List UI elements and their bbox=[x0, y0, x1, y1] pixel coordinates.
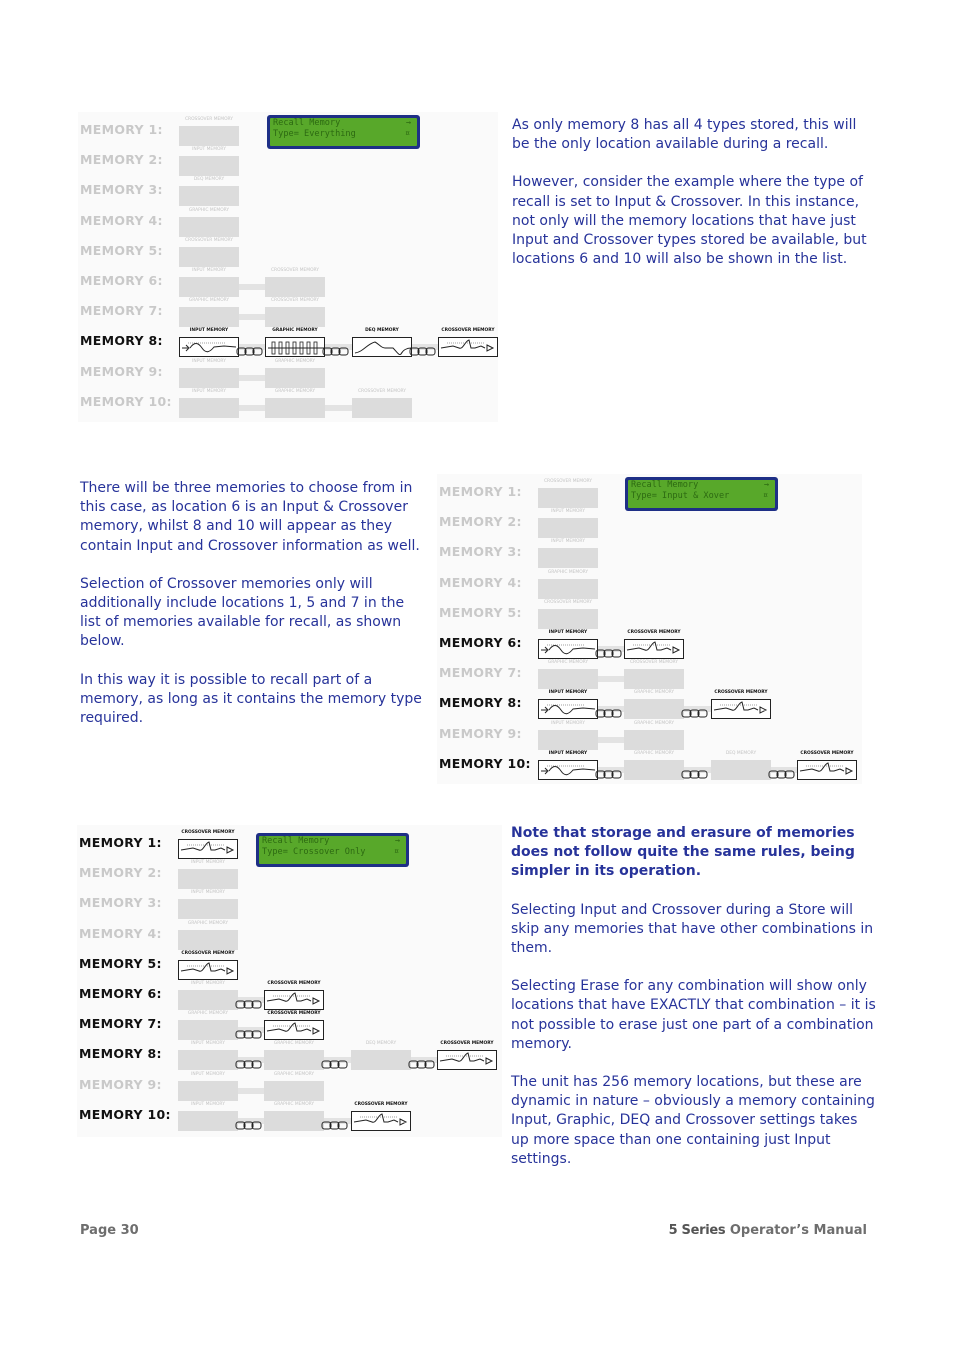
chain-link-icon bbox=[235, 1025, 265, 1033]
memory-label: MEMORY 6: bbox=[79, 986, 162, 1001]
memory-label: MEMORY 8: bbox=[80, 333, 163, 349]
memory-label: MEMORY 4: bbox=[80, 212, 163, 228]
memory-label: MEMORY 5: bbox=[80, 242, 163, 258]
memory-type-tag: CROSSOVER MEMORY bbox=[184, 117, 233, 122]
empty-memory-slot bbox=[179, 398, 239, 418]
memory-row bbox=[439, 600, 859, 630]
input-memory-icon bbox=[538, 699, 598, 719]
input-memory-icon bbox=[179, 337, 239, 357]
input-memory-icon bbox=[538, 760, 598, 780]
empty-memory-slot bbox=[538, 518, 598, 538]
empty-memory-slot bbox=[538, 730, 598, 750]
memory-row bbox=[439, 630, 859, 660]
chain-link-icon bbox=[681, 704, 711, 712]
xover-memory-icon bbox=[438, 337, 498, 357]
memory-type-tag: INPUT MEMORY bbox=[551, 539, 585, 545]
chain-link-icon bbox=[595, 644, 625, 652]
lcd-arrow-icon: → bbox=[394, 836, 400, 846]
memory-type-tag: INPUT MEMORY bbox=[191, 981, 225, 986]
empty-memory-slot bbox=[179, 156, 239, 176]
memory-type-tag: GRAPHIC MEMORY bbox=[633, 720, 675, 726]
empty-memory-slot bbox=[265, 398, 325, 418]
empty-memory-slot bbox=[624, 669, 684, 689]
chain-link-icon bbox=[409, 342, 439, 350]
chain-link-icon bbox=[235, 1055, 265, 1063]
empty-memory-slot bbox=[179, 277, 239, 297]
memory-type-tag: INPUT MEMORY bbox=[189, 328, 229, 334]
xover-memory-icon bbox=[797, 760, 857, 780]
empty-memory-slot bbox=[538, 669, 598, 689]
chain-link-icon bbox=[322, 342, 352, 350]
memory-label: MEMORY 7: bbox=[80, 303, 163, 319]
lcd-line-1: Recall Memory bbox=[631, 480, 699, 490]
brand-name: 5 Series bbox=[668, 1223, 726, 1238]
memory-type-tag: INPUT MEMORY bbox=[192, 147, 226, 153]
empty-memory-slot bbox=[178, 990, 238, 1010]
empty-memory-slot bbox=[179, 126, 239, 146]
memory-type-tag: GRAPHIC MEMORY bbox=[273, 1101, 315, 1107]
memory-row bbox=[439, 721, 859, 751]
lcd-display bbox=[625, 477, 778, 511]
chain-link-icon bbox=[681, 765, 711, 773]
memory-label: MEMORY 6: bbox=[80, 273, 163, 288]
lcd-mark-icon: ¤ bbox=[404, 129, 410, 139]
memory-row bbox=[79, 1102, 499, 1132]
empty-memory-slot bbox=[538, 579, 598, 599]
memory-row bbox=[79, 1072, 499, 1102]
memory-type-tag: CROSSOVER MEMORY bbox=[181, 830, 235, 835]
memory-row bbox=[79, 890, 499, 920]
memory-row bbox=[79, 1011, 499, 1041]
chain-link-icon bbox=[236, 342, 266, 350]
chain-link-icon bbox=[235, 1116, 265, 1124]
memory-type-tag: CROSSOVER MEMORY bbox=[543, 479, 592, 484]
note-paragraph: Note that storage and erasure of memories does not follow quite the same rules, being simpler in its operation. bbox=[511, 825, 855, 880]
empty-memory-slot bbox=[264, 1081, 324, 1101]
memory-type-tag: GRAPHIC MEMORY bbox=[633, 750, 675, 756]
memory-row bbox=[80, 389, 500, 419]
memory-type-tag: CROSSOVER MEMORY bbox=[629, 660, 678, 666]
memory-type-tag: CROSSOVER MEMORY bbox=[714, 690, 768, 696]
xover-memory-icon bbox=[711, 699, 771, 719]
paragraph: As only memory 8 has all 4 types stored, this will be the only location available during a recall. bbox=[512, 117, 857, 153]
memory-label: MEMORY 1: bbox=[79, 835, 162, 850]
memory-type-tag: DEQ MEMORY bbox=[365, 1041, 397, 1047]
chain-link-icon bbox=[595, 765, 625, 773]
memory-label: MEMORY 3: bbox=[79, 895, 162, 911]
xover-memory-icon bbox=[264, 1020, 324, 1040]
empty-memory-slot bbox=[265, 368, 325, 388]
memory-row bbox=[439, 751, 859, 781]
memory-type-tag: CROSSOVER MEMORY bbox=[440, 1041, 494, 1047]
lcd-mark-icon: ¤ bbox=[393, 847, 399, 857]
lcd-line-1: Recall Memory bbox=[273, 118, 341, 128]
empty-memory-slot bbox=[624, 760, 684, 780]
manual-title bbox=[669, 1223, 867, 1238]
memory-label: MEMORY 1: bbox=[439, 484, 522, 499]
empty-memory-slot bbox=[538, 548, 598, 568]
slot-connector bbox=[325, 405, 352, 411]
memory-type-tag: INPUT MEMORY bbox=[191, 860, 225, 866]
memory-type-tag: GRAPHIC MEMORY bbox=[187, 920, 229, 926]
memory-type-tag: DEQ MEMORY bbox=[365, 328, 399, 334]
memory-type-tag: DEQ MEMORY bbox=[725, 750, 757, 756]
empty-memory-slot bbox=[178, 1050, 238, 1070]
memory-label: MEMORY 1: bbox=[80, 122, 163, 137]
text-block-1 bbox=[512, 116, 877, 288]
lcd-line-2: Type= Everything bbox=[273, 129, 356, 139]
text-block-3 bbox=[511, 824, 876, 1188]
paragraph: In this way it is possible to recall part of a memory, as long as it contains the memory type required. bbox=[80, 671, 422, 727]
memory-type-tag: INPUT MEMORY bbox=[191, 1071, 225, 1077]
memory-label: MEMORY 6: bbox=[439, 635, 522, 650]
chain-link-icon bbox=[235, 995, 265, 1003]
memory-row bbox=[80, 268, 500, 298]
memory-type-tag: GRAPHIC MEMORY bbox=[188, 207, 230, 213]
empty-memory-slot bbox=[265, 277, 325, 297]
lcd-line-2: Type= Input & Xover bbox=[631, 491, 730, 501]
memory-type-tag: CROSSOVER MEMORY bbox=[543, 599, 592, 605]
empty-memory-slot bbox=[711, 760, 771, 780]
memory-type-tag: INPUT MEMORY bbox=[548, 750, 588, 756]
empty-memory-slot bbox=[179, 186, 239, 206]
memory-label: MEMORY 2: bbox=[80, 152, 163, 168]
xover-memory-icon bbox=[624, 639, 684, 659]
empty-memory-slot bbox=[179, 247, 239, 267]
memory-row bbox=[80, 177, 500, 207]
memory-row bbox=[439, 509, 859, 539]
memory-type-tag: GRAPHIC MEMORY bbox=[547, 660, 589, 666]
memory-type-tag: CROSSOVER MEMORY bbox=[184, 237, 233, 243]
empty-memory-slot bbox=[178, 1020, 238, 1040]
paragraph: Selecting Erase for any combination will show only locations that have EXACTLY that combination – it is not possible to erase just one part of a combination memory. bbox=[511, 978, 876, 1052]
xover-memory-icon bbox=[437, 1050, 497, 1070]
memory-type-tag: DEQ MEMORY bbox=[193, 177, 225, 183]
lcd-mark-icon: ¤ bbox=[762, 491, 768, 501]
empty-memory-slot bbox=[178, 869, 238, 889]
paragraph: However, consider the example where the type of recall is set to Input & Crossover. In this instance, not only will the memory locations that have just Input and Crossover types stored be available, but locations 6 and 10 will also be shown in the list. bbox=[512, 174, 867, 268]
memory-label: MEMORY 7: bbox=[79, 1016, 162, 1032]
memory-type-tag: GRAPHIC MEMORY bbox=[633, 690, 675, 696]
memory-label: MEMORY 9: bbox=[79, 1076, 162, 1092]
memory-type-tag: CROSSOVER MEMORY bbox=[627, 630, 681, 635]
memory-type-tag: INPUT MEMORY bbox=[551, 509, 585, 515]
memory-type-tag: GRAPHIC MEMORY bbox=[188, 298, 230, 304]
memory-type-tag: CROSSOVER MEMORY bbox=[267, 981, 321, 986]
memory-row bbox=[80, 238, 500, 268]
empty-memory-slot bbox=[178, 930, 238, 950]
slot-connector bbox=[239, 314, 265, 320]
memory-type-tag: INPUT MEMORY bbox=[191, 1041, 225, 1047]
memory-type-tag: CROSSOVER MEMORY bbox=[354, 1101, 408, 1107]
memory-type-tag: INPUT MEMORY bbox=[548, 630, 588, 635]
memory-label: MEMORY 4: bbox=[439, 574, 522, 590]
memory-label: MEMORY 9: bbox=[439, 725, 522, 741]
paragraph: Selection of Crossover memories only will additionally include locations 1, 5 and 7 in the list of memories available for recall, as shown below. bbox=[80, 575, 405, 650]
memory-label: MEMORY 3: bbox=[439, 544, 522, 560]
lcd-display bbox=[256, 833, 409, 867]
memory-label: MEMORY 3: bbox=[80, 182, 163, 198]
slot-connector bbox=[598, 676, 624, 682]
empty-memory-slot bbox=[179, 368, 239, 388]
memory-type-tag: GRAPHIC MEMORY bbox=[273, 1041, 315, 1047]
xover-memory-icon bbox=[178, 839, 238, 859]
lcd-line-1: Recall Memory bbox=[262, 836, 330, 846]
memory-type-tag: CROSSOVER MEMORY bbox=[270, 268, 319, 273]
memory-row bbox=[80, 359, 500, 389]
memory-row bbox=[79, 981, 499, 1011]
memory-row bbox=[79, 921, 499, 951]
slot-connector bbox=[239, 375, 265, 381]
memory-type-tag: INPUT MEMORY bbox=[548, 690, 588, 696]
memory-type-tag: INPUT MEMORY bbox=[551, 720, 585, 726]
empty-memory-slot bbox=[178, 1111, 238, 1131]
memory-label: MEMORY 2: bbox=[439, 514, 522, 530]
lcd-arrow-icon: → bbox=[763, 480, 769, 490]
memory-type-tag: CROSSOVER MEMORY bbox=[441, 328, 495, 334]
xover-memory-icon bbox=[351, 1111, 411, 1131]
memory-row bbox=[439, 690, 859, 720]
memory-type-tag: INPUT MEMORY bbox=[191, 890, 225, 896]
empty-memory-slot bbox=[624, 699, 684, 719]
page-number: Page 30 bbox=[80, 1223, 139, 1238]
empty-memory-slot bbox=[351, 1050, 411, 1070]
memory-label: MEMORY 8: bbox=[439, 695, 522, 711]
empty-memory-slot bbox=[624, 730, 684, 750]
xover-memory-icon bbox=[178, 960, 238, 980]
manual-name: Operator’s Manual bbox=[725, 1223, 867, 1238]
memory-row bbox=[80, 147, 500, 177]
input-memory-icon bbox=[538, 639, 598, 659]
memory-row bbox=[439, 570, 859, 600]
memory-type-tag: GRAPHIC MEMORY bbox=[272, 328, 318, 334]
memory-row bbox=[80, 208, 500, 238]
memory-type-tag: CROSSOVER MEMORY bbox=[267, 1011, 321, 1017]
memory-label: MEMORY 8: bbox=[79, 1046, 162, 1062]
empty-memory-slot bbox=[178, 1081, 238, 1101]
memory-type-tag: INPUT MEMORY bbox=[192, 358, 226, 364]
memory-row bbox=[80, 298, 500, 328]
empty-memory-slot bbox=[538, 609, 598, 629]
memory-label: MEMORY 10: bbox=[79, 1106, 171, 1122]
memory-type-tag: GRAPHIC MEMORY bbox=[274, 388, 316, 394]
memory-type-tag: INPUT MEMORY bbox=[191, 1101, 225, 1107]
slot-connector bbox=[598, 737, 624, 743]
empty-memory-slot bbox=[178, 899, 238, 919]
chain-link-icon bbox=[768, 765, 798, 773]
memory-type-tag: GRAPHIC MEMORY bbox=[187, 1011, 229, 1017]
memory-type-tag: GRAPHIC MEMORY bbox=[274, 358, 316, 364]
memory-type-tag: CROSSOVER MEMORY bbox=[181, 950, 235, 956]
memory-type-tag: CROSSOVER MEMORY bbox=[357, 388, 406, 394]
lcd-display bbox=[267, 115, 420, 149]
paragraph: There will be three memories to choose from in this case, as location 6 is an Input & Crossover memory, whilst 8 and 10 will appear as they contain Input and Crossover information as well. bbox=[80, 480, 420, 554]
graphic-memory-icon bbox=[265, 337, 325, 357]
paragraph: The unit has 256 memory locations, but these are dynamic in nature – obviously a memory containing Input, Graphic, DEQ and Crossover settings takes up more space than one containing just Input settings. bbox=[511, 1074, 875, 1167]
memory-label: MEMORY 7: bbox=[439, 665, 522, 681]
memory-type-tag: INPUT MEMORY bbox=[192, 388, 226, 394]
empty-memory-slot bbox=[352, 398, 412, 418]
chain-link-icon bbox=[595, 704, 625, 712]
memory-row bbox=[80, 328, 500, 358]
chain-link-icon bbox=[408, 1055, 438, 1063]
memory-label: MEMORY 10: bbox=[80, 393, 172, 409]
empty-memory-slot bbox=[264, 1111, 324, 1131]
memory-type-tag: GRAPHIC MEMORY bbox=[273, 1071, 315, 1077]
memory-type-tag: GRAPHIC MEMORY bbox=[547, 569, 589, 575]
memory-row bbox=[79, 1041, 499, 1071]
text-block-2 bbox=[80, 479, 425, 747]
empty-memory-slot bbox=[264, 1050, 324, 1070]
memory-type-tag: INPUT MEMORY bbox=[192, 268, 226, 273]
memory-label: MEMORY 9: bbox=[80, 363, 163, 379]
slot-connector bbox=[239, 405, 265, 411]
memory-label: MEMORY 10: bbox=[439, 755, 531, 771]
xover-memory-icon bbox=[264, 990, 324, 1010]
memory-row bbox=[439, 660, 859, 690]
memory-label: MEMORY 2: bbox=[79, 865, 162, 881]
memory-row bbox=[79, 951, 499, 981]
slot-connector bbox=[239, 284, 265, 290]
chain-link-icon bbox=[321, 1055, 351, 1063]
lcd-arrow-icon: → bbox=[405, 118, 411, 128]
memory-row bbox=[439, 539, 859, 569]
lcd-line-2: Type= Crossover Only bbox=[262, 847, 366, 857]
empty-memory-slot bbox=[265, 307, 325, 327]
deq-memory-icon bbox=[352, 337, 412, 357]
empty-memory-slot bbox=[179, 307, 239, 327]
memory-label: MEMORY 5: bbox=[79, 955, 162, 971]
memory-label: MEMORY 4: bbox=[79, 925, 162, 941]
chain-link-icon bbox=[321, 1116, 351, 1124]
memory-type-tag: CROSSOVER MEMORY bbox=[270, 298, 319, 304]
paragraph: Selecting Input and Crossover during a Store will skip any memories that have other combinations in them. bbox=[511, 901, 874, 957]
memory-type-tag: CROSSOVER MEMORY bbox=[800, 750, 854, 756]
memory-label: MEMORY 5: bbox=[439, 604, 522, 620]
empty-memory-slot bbox=[538, 488, 598, 508]
empty-memory-slot bbox=[179, 217, 239, 237]
slot-connector bbox=[238, 1088, 264, 1094]
